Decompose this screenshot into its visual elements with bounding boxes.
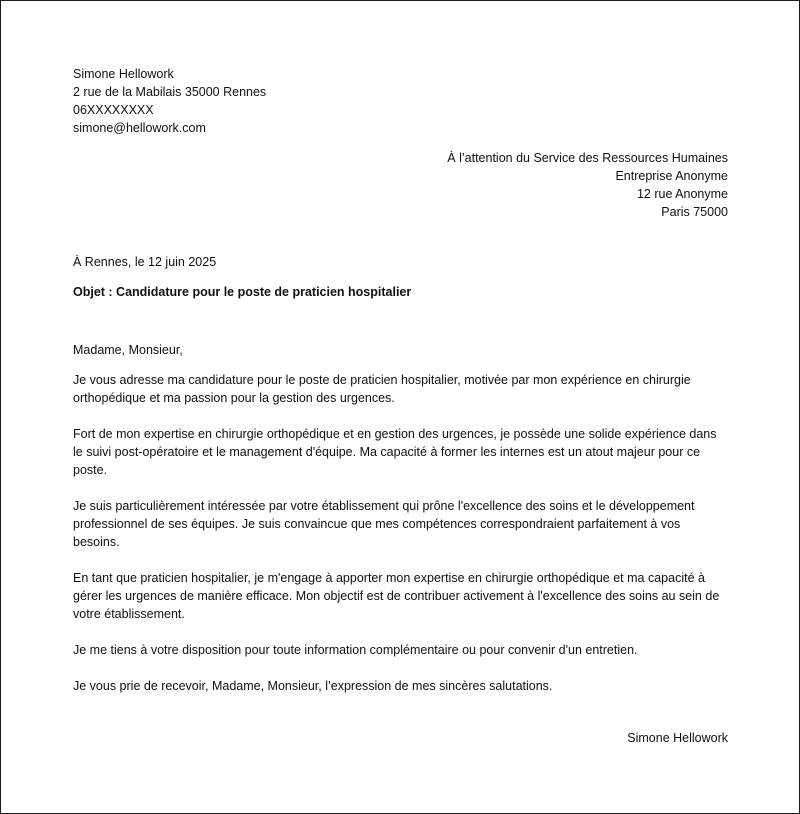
closing-paragraph: Je vous prie de recevoir, Madame, Monsieur, l’expression de mes sincères salutations. — [73, 679, 553, 693]
body-paragraph: Je vous adresse ma candidature pour le poste de praticien hospitalier, motivée par mon expérience en chirurgie orthopédique et ma passion pour la gestion des urgences. — [73, 373, 691, 405]
letter-subject: Objet : Candidature pour le poste de praticien hospitalier — [73, 285, 412, 299]
recipient-company: Entreprise Anonyme — [615, 169, 728, 183]
recipient-attention: À l’attention du Service des Ressources Humaines — [447, 151, 728, 165]
sender-address: 2 rue de la Mabilais 35000 Rennes — [73, 85, 267, 99]
recipient-city: Paris 75000 — [661, 205, 728, 219]
body-paragraph: Je suis particulièrement intéressée par votre établissement qui prône l'excellence des soins et le développement professionnel de ses équipes. Je suis convaincue que mes compétences correspondraient parfaitement à vos besoins. — [73, 499, 695, 549]
letter-salutation: Madame, Monsieur, — [73, 343, 183, 357]
recipient-street: 12 rue Anonyme — [636, 187, 728, 201]
sender-block — [73, 65, 728, 137]
body-paragraph: Fort de mon expertise en chirurgie orthopédique et en gestion des urgences, je possède une solide expérience dans le suivi post-opératoire et le management d'équipe. Ma capacité à former les internes est un atout majeur pour ce poste. — [73, 427, 717, 477]
letter-content — [73, 65, 728, 747]
body-paragraph: En tant que praticien hospitalier, je m'engage à apporter mon expertise en chirurgie orthopédique et ma capacité à gérer les urgences de manière efficace. Mon objectif est de contribuer activement à l'excellence des soins au sein de votre établissement. — [73, 571, 720, 621]
body-paragraph: Je me tiens à votre disposition pour toute information complémentaire ou pour convenir d'un entretien. — [73, 643, 638, 657]
letter-signature: Simone Hellowork — [627, 731, 728, 745]
sender-phone: 06XXXXXXXX — [73, 103, 154, 117]
sender-email: simone@hellowork.com — [73, 121, 206, 135]
recipient-block — [73, 149, 728, 221]
letter-date: À Rennes, le 12 juin 2025 — [73, 255, 217, 269]
sender-name: Simone Hellowork — [73, 67, 174, 81]
